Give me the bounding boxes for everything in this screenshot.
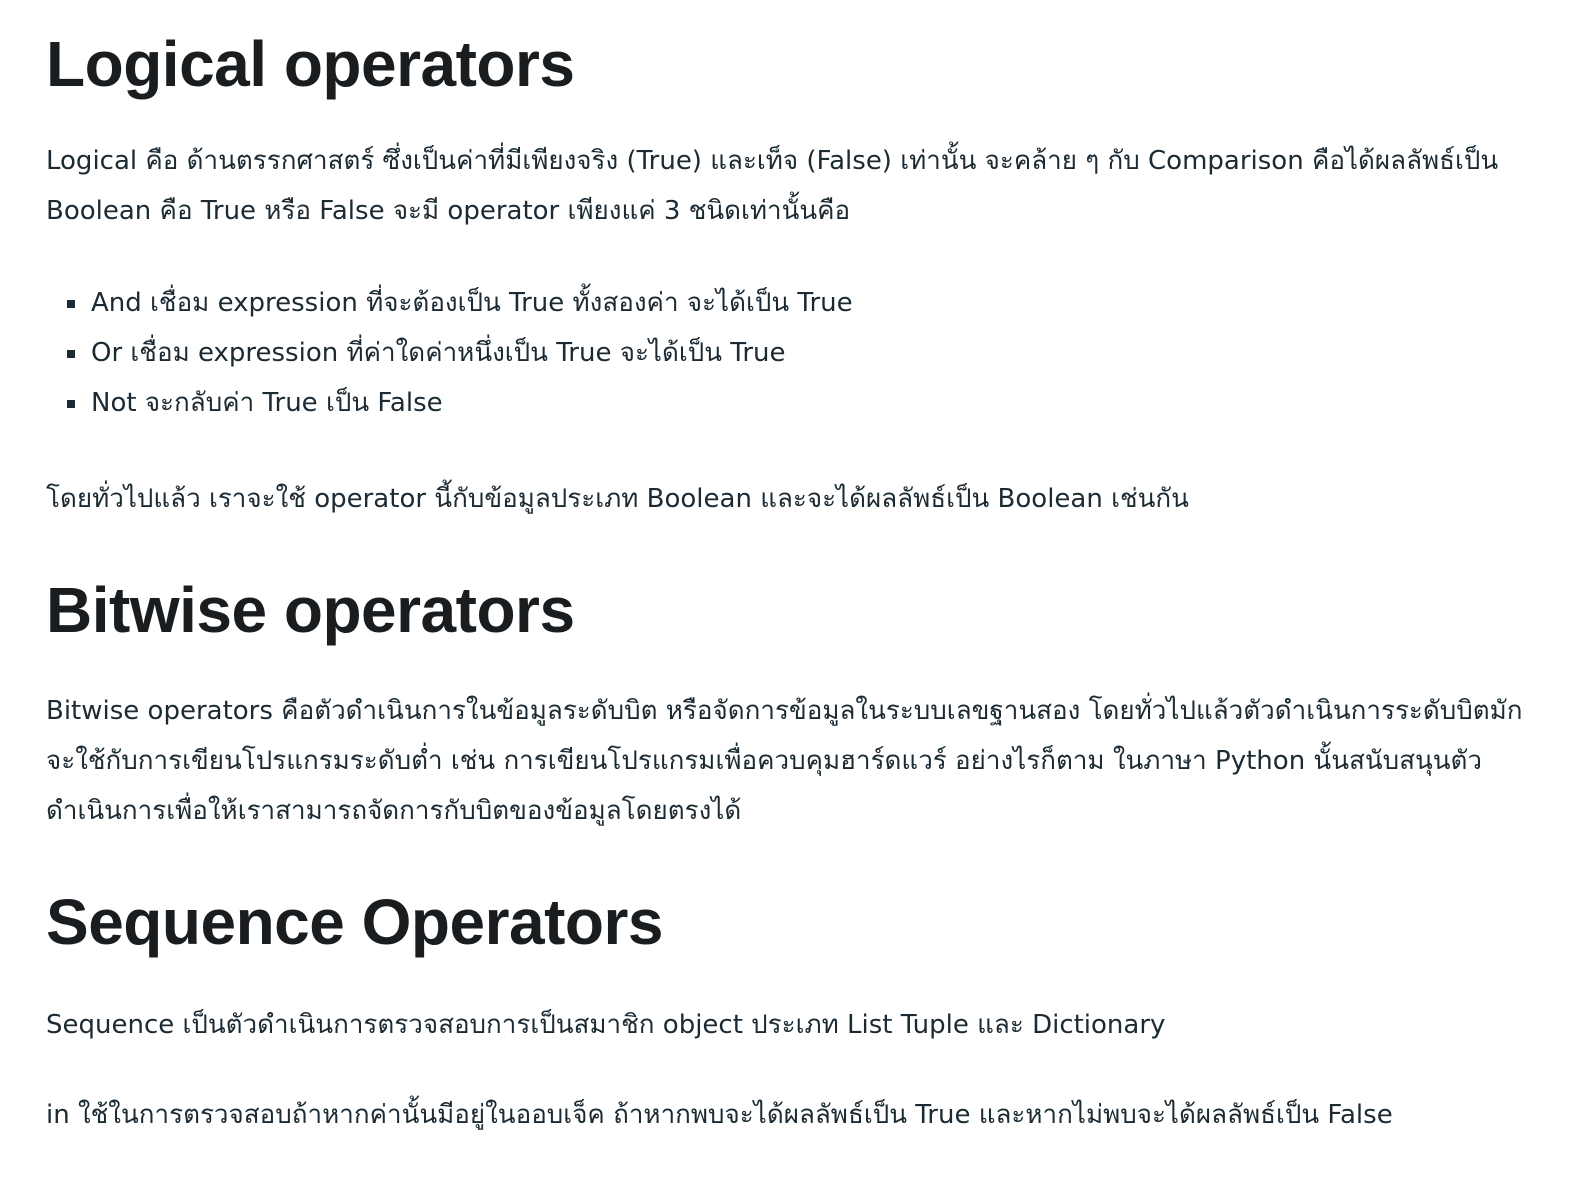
square-bullet-icon [67, 300, 75, 308]
heading-logical-operators: Logical operators [46, 28, 575, 100]
paragraph-sequence-intro: Sequence เป็นตัวดำเนินการตรวจสอบการเป็นสมาชิก object ประเภท List Tuple และ Dictionary [46, 1010, 1166, 1040]
paragraph-in-operator: in ใช้ในการตรวจสอบถ้าหากค่านั้นมีอยู่ในออบเจ็ค ถ้าหากพบจะได้ผลลัพธ์เป็น True และหากไม่พบจะได้ผลลัพธ์เป็น False [46, 1100, 1393, 1130]
heading-sequence-operators: Sequence Operators [46, 886, 663, 958]
paragraph-logical-intro: Logical คือ ด้านตรรกศาสตร์ ซึ่งเป็นค่าที่มีเพียงจริง (True) และเท็จ (False) เท่านั้น จะคล้าย ๆ กับ Comparison คือได้ผลลัพธ์เป็น Boolean คือ True หรือ False จะมี operator เพียงแค่ 3 ชนิดเท่านั้นคือ [46, 146, 1499, 226]
list-item [46, 378, 1546, 428]
square-bullet-icon [67, 350, 75, 358]
list-item-text: And เชื่อม expression ที่จะต้องเป็น True ทั้งสองค่า จะได้เป็น True [91, 288, 853, 318]
list-item-text: Or เชื่อม expression ที่ค่าใดค่าหนึ่งเป็น True จะได้เป็น True [91, 338, 786, 368]
paragraph-bitwise-intro: Bitwise operators คือตัวดำเนินการในข้อมูลระดับบิต หรือจัดการข้อมูลในระบบเลขฐานสอง โดยทั่วไปแล้วตัวดำเนินการระดับบิตมักจะใช้กับการเขียนโปรแกรมระดับต่ำ เช่น การเขียนโปรแกรมเพื่อควบคุมฮาร์ดแวร์ อย่างไรก็ตาม ในภาษา Python นั้นสนับสนุนตัวดำเนินการเพื่อให้เราสามารถจัดการกับบิตของข้อมูลโดยตรงได้ [46, 696, 1523, 826]
list-item-text: Not จะกลับค่า True เป็น False [91, 388, 443, 418]
logical-operators-list [46, 278, 1546, 428]
paragraph-logical-note: โดยทั่วไปแล้ว เราจะใช้ operator นี้กับข้อมูลประเภท Boolean และจะได้ผลลัพธ์เป็น Boolean เช่นกัน [46, 484, 1189, 514]
heading-bitwise-operators: Bitwise operators [46, 574, 575, 646]
article-content [46, 0, 1546, 1140]
square-bullet-icon [67, 400, 75, 408]
list-item [46, 278, 1546, 328]
list-item [46, 328, 1546, 378]
